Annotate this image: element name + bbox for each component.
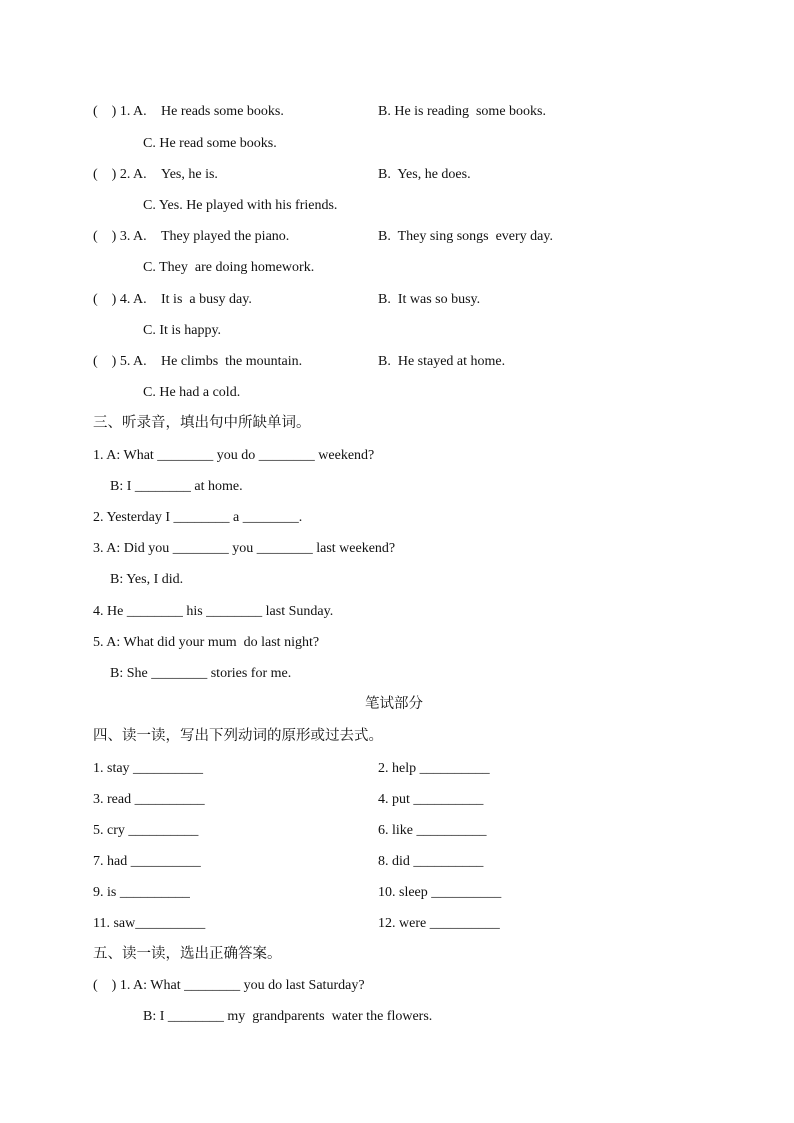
q1-option-c: C. He read some books. (143, 136, 277, 151)
s5-q1-line-1: ( ) 1. A: What ________ you do last Saturday? (93, 978, 365, 993)
q2-option-a: Yes, he is. (161, 167, 218, 182)
q3-option-a: They played the piano. (161, 229, 290, 244)
section-4-title: 四、读一读，写出下列动词的原形或过去式。 (93, 728, 383, 744)
q2-option-b: B. Yes, he does. (378, 167, 471, 182)
q4-option-b: B. It was so busy. (378, 292, 481, 307)
q5-number: ( ) 5. A. (93, 354, 147, 369)
fill-line-2: 2. Yesterday I ________ a ________. (93, 510, 303, 525)
q1-number: ( ) 1. A. (93, 104, 147, 119)
verb-item-2: 2. help __________ (378, 761, 490, 776)
verb-item-7: 7. had __________ (93, 854, 201, 869)
verb-item-1: 1. stay __________ (93, 761, 204, 776)
q3-option-b: B. They sing songs every day. (378, 229, 553, 244)
verb-item-4: 4. put __________ (378, 792, 484, 807)
verb-item-6: 6. like __________ (378, 823, 487, 838)
section-3-title: 三、听录音，填出句中所缺单词。 (93, 415, 311, 431)
verb-item-10: 10. sleep __________ (378, 885, 502, 900)
q4-option-a: It is a busy day. (161, 292, 252, 307)
q3-option-c: C. They are doing homework. (143, 260, 315, 275)
fill-line-5: 5. A: What did your mum do last night? (93, 635, 320, 650)
verb-item-8: 8. did __________ (378, 854, 484, 869)
verb-item-5: 5. cry __________ (93, 823, 199, 838)
fill-line-1: 1. A: What ________ you do ________ weekend? (93, 448, 375, 463)
fill-line-3: 3. A: Did you ________ you ________ last weekend? (93, 541, 396, 556)
s5-q1-line-2: B: I ________ my grandparents water the flowers. (143, 1009, 433, 1024)
fill-line-5b: B: She ________ stories for me. (110, 666, 292, 681)
q5-option-a: He climbs the mountain. (161, 354, 303, 369)
q5-option-c: C. He had a cold. (143, 385, 241, 400)
written-part-heading: 笔试部分 (365, 696, 423, 712)
q2-option-c: C. Yes. He played with his friends. (143, 198, 338, 213)
verb-item-12: 12. were __________ (378, 916, 500, 931)
q1-option-a: He reads some books. (161, 104, 284, 119)
q4-option-c: C. It is happy. (143, 323, 222, 338)
q4-number: ( ) 4. A. (93, 292, 147, 307)
q5-option-b: B. He stayed at home. (378, 354, 506, 369)
verb-item-9: 9. is __________ (93, 885, 190, 900)
fill-line-1b: B: I ________ at home. (110, 479, 243, 494)
q3-number: ( ) 3. A. (93, 229, 147, 244)
q1-option-b: B. He is reading some books. (378, 104, 546, 119)
verb-item-11: 11. saw__________ (93, 916, 206, 931)
q2-number: ( ) 2. A. (93, 167, 147, 182)
fill-line-4: 4. He ________ his ________ last Sunday. (93, 604, 334, 619)
verb-item-3: 3. read __________ (93, 792, 205, 807)
section-5-title: 五、读一读，选出正确答案。 (93, 946, 282, 962)
fill-line-3b: B: Yes, I did. (110, 572, 184, 587)
